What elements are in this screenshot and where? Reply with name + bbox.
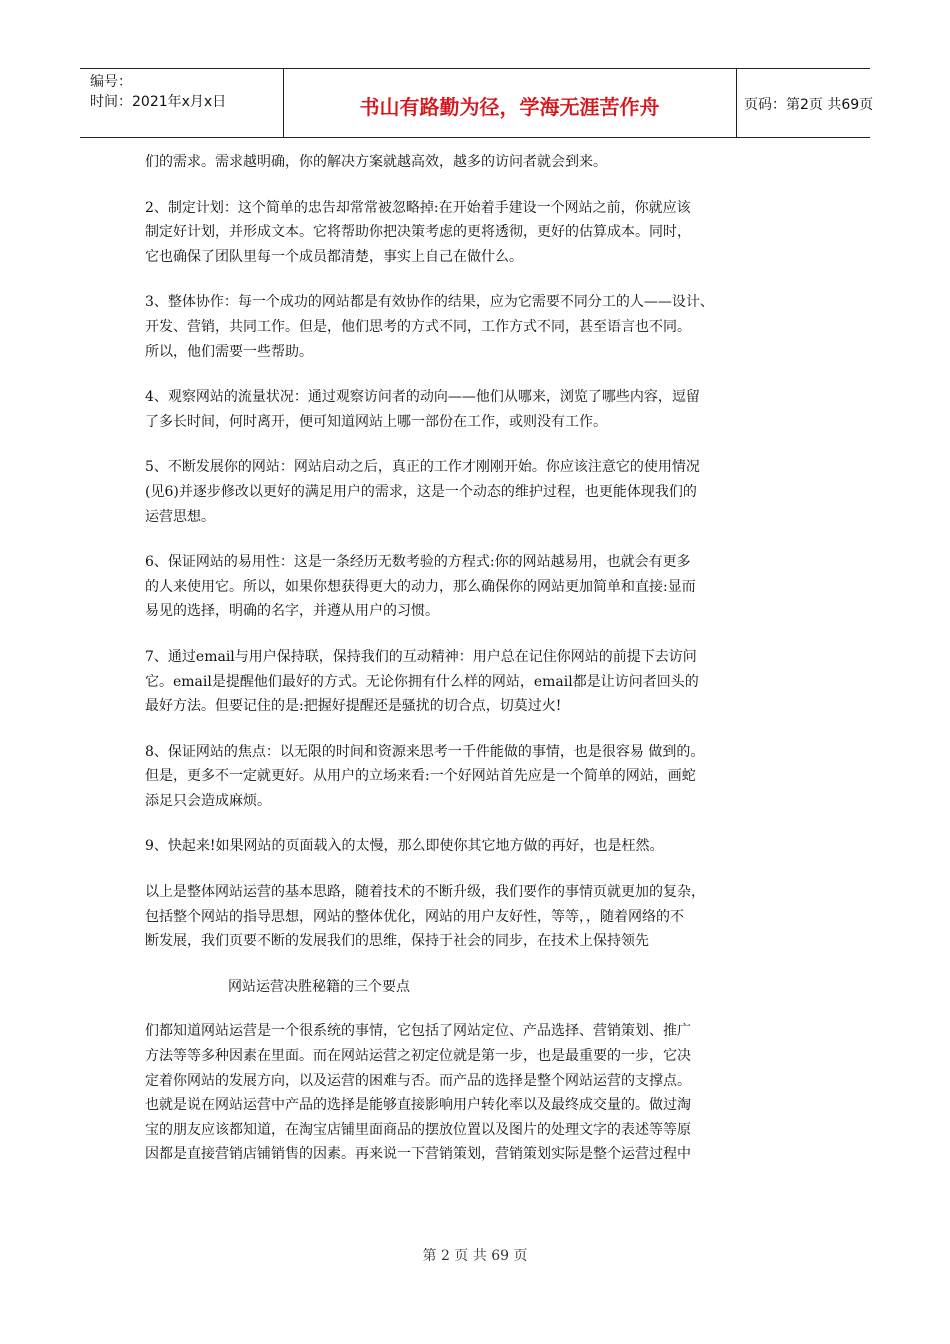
text-line: 2、制定计划：这个简单的忠告却常常被忽略掉:在开始着手建设一个网站之前，你就应该 [145, 199, 691, 216]
page-header [80, 68, 874, 138]
text-line: 4、观察网站的流量状况：通过观察访问者的动向——他们从哪来，浏览了哪些内容，逗留 [145, 389, 700, 406]
paragraph [145, 196, 825, 270]
serial-number: 编号： [90, 74, 132, 90]
text-line: 所以，他们需要一些帮助。 [145, 343, 313, 360]
paragraph [145, 1019, 825, 1167]
text-line: 6、保证网站的易用性：这是一条经历无数考验的方程式:你的网站越易用，也就会有更多 [145, 554, 691, 571]
text-line: 7、通过email与用户保持联，保持我们的互动精神：用户总在记住你网站的前提下去访问 [145, 648, 697, 665]
text-line: 方法等等多种因素在里面。而在网站运营之初定位就是第一步，也是最重要的一步，它决 [145, 1048, 691, 1065]
text-line: 的人来使用它。所以，如果你想获得更大的动力，那么确保你的网站更加简单和直接:显而 [145, 578, 696, 595]
paragraph [145, 834, 825, 859]
text-line: 5、不断发展你的网站：网站启动之后，真正的工作才刚刚开始。你应该注意它的使用情况 [145, 459, 700, 476]
text-line: 制定好计划，并形成文本。它将帮助你把决策考虑的更将透彻，更好的估算成本。同时， [145, 224, 691, 241]
section-heading: 网站运营决胜秘籍的三个要点 [228, 978, 410, 995]
text-line: 因都是直接营销店铺销售的因素。再来说一下营销策划，营销策划实际是整个运营过程中 [145, 1146, 691, 1163]
page-info: 页码：第2页 共69页 [744, 97, 874, 113]
header-motto-cell [283, 69, 737, 137]
paragraph [145, 290, 825, 364]
text-line: 包括整个网站的指导思想，网站的整体优化，网站的用户友好性，等等，，随着网络的不 [145, 908, 684, 925]
text-line: 们的需求。需求越明确，你的解决方案就越高效，越多的访问者就会到来。 [145, 154, 607, 170]
text-line: 添足只会造成麻烦。 [145, 792, 271, 809]
paragraph [145, 385, 825, 434]
text-line: 易见的选择，明确的名字，并遵从用户的习惯。 [145, 603, 439, 620]
header-page-cell [736, 69, 874, 137]
text-line: 运营思想。 [145, 508, 215, 525]
text-line: 了多长时间，何时离开，便可知道网站上哪一部份在工作，或则没有工作。 [145, 413, 607, 430]
text-line: 们都知道网站运营是一个很系统的事情，它包括了网站定位、产品选择、营销策划、推广 [145, 1023, 691, 1040]
text-line: 也就是说在网站运营中产品的选择是能够直接影响用户转化率以及最终成交量的。做过淘 [145, 1097, 691, 1114]
text-line: 8、保证网站的焦点：以无限的时间和资源来思考一千件能做的事情，也是很容易 做到的。 [145, 743, 705, 760]
text-line: 以上是整体网站运营的基本思路，随着技术的不断升级，我们要作的事情页就更加的复杂， [145, 884, 705, 901]
text-line: 但是，更多不一定就更好。从用户的立场来看:一个好网站首先应是一个简单的网站，画蛇 [145, 768, 696, 785]
header-meta-cell [80, 69, 284, 137]
text-line: 3、整体协作：每一个成功的网站都是有效协作的结果，应为它需要不同分工的人——设计、 [145, 294, 714, 311]
text-line: 9、快起来!如果网站的页面载入的太慢，那么即使你其它地方做的再好，也是枉然。 [145, 838, 664, 855]
paragraph [145, 740, 825, 814]
paragraph [145, 550, 825, 624]
document-body [145, 150, 825, 1188]
motto: 书山有路勤为径，学海无涯苦作舟 [359, 95, 660, 119]
text-line: (见6)并逐步修改以更好的满足用户的需求，这是一个动态的维护过程，也更能体现我们的 [145, 483, 697, 500]
text-line: 最好方法。但要记住的是:把握好提醒还是骚扰的切合点，切莫过火! [145, 698, 562, 715]
paragraph [145, 455, 825, 529]
text-line: 它也确保了团队里每一个成员都清楚，事实上自己在做什么。 [145, 248, 523, 265]
date-line: 时间：2021年x月x日 [90, 94, 227, 110]
page-footer: 第 2 页 共 69 页 [422, 1248, 528, 1264]
text-line: 它。email是提醒他们最好的方式。无论你拥有什么样的网站，email都是让访问者回头的 [145, 673, 699, 690]
text-line: 宝的朋友应该都知道，在淘宝店铺里面商品的摆放位置以及图片的处理文字的表述等等原 [145, 1121, 691, 1138]
text-line: 断发展，我们页要不断的发展我们的思维，保持于社会的同步，在技术上保持领先 [145, 933, 649, 950]
paragraph [145, 150, 825, 175]
paragraph [145, 880, 825, 954]
text-line: 定着你网站的发展方向，以及运营的困难与否。而产品的选择是整个网站运营的支撑点。 [145, 1072, 691, 1089]
text-line: 开发、营销，共同工作。但是，他们思考的方式不同，工作方式不同，甚至语言也不同。 [145, 318, 691, 335]
paragraph [145, 645, 825, 719]
